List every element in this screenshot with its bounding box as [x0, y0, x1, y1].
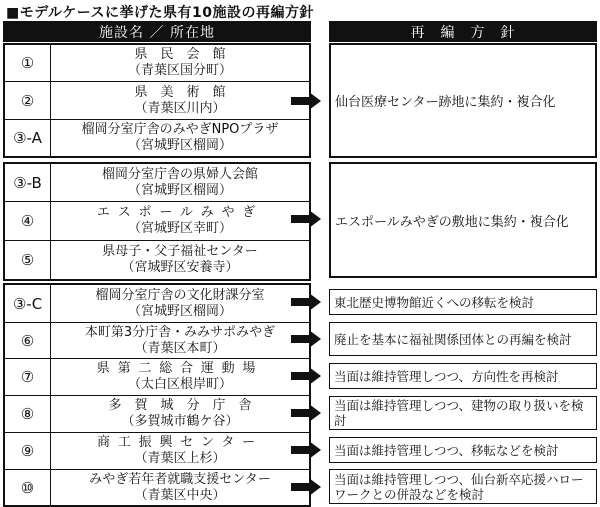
facility-number: ③-A [5, 120, 51, 156]
facility-number: ② [5, 82, 51, 119]
policy-box [329, 363, 597, 389]
facility-group-2 [3, 162, 311, 281]
policy-text: 東北歴史博物館近くへの移転を検討 [334, 294, 535, 310]
policy-box [329, 396, 597, 430]
facility-column-header: 施設名 ／ 所在地 [3, 21, 311, 42]
facility-number: ⑥ [5, 323, 51, 358]
policy-text: エスポールみやぎの敷地に集約・複合化 [335, 214, 569, 230]
facility-name: 本町第3分庁舎・みみサポみやぎ [84, 324, 276, 340]
policy-text: 廃止を基本に福祉関係団体との再編を検討 [334, 331, 572, 347]
right-arrow-icon [291, 441, 321, 459]
policy-text: 当面は維持管理しつつ、建物の取り扱いを検討 [334, 398, 584, 428]
table-row [5, 432, 309, 469]
facility-group-1 [3, 43, 311, 158]
right-arrow-icon [291, 367, 321, 385]
facility-cell [51, 396, 309, 432]
facility-location: （太白区根岸町） [127, 377, 232, 392]
facility-number: ⑨ [5, 433, 51, 469]
facility-cell [51, 285, 309, 322]
facility-number: ⑧ [5, 396, 51, 432]
facility-name: 榴岡分室庁舎の文化財課分室 [95, 287, 265, 303]
facility-name: 県 民 会 館 [134, 47, 226, 62]
policy-box [329, 322, 597, 356]
policy-text: 当面は維持管理しつつ、移転などを検討 [334, 442, 559, 458]
facility-location: （青葉区国分町） [127, 63, 232, 78]
facility-location: （青葉区中央） [134, 487, 226, 503]
table-row [5, 45, 309, 81]
table-row [5, 285, 309, 322]
table-row [5, 164, 309, 201]
facility-cell [51, 433, 309, 469]
facility-cell [51, 470, 309, 505]
facility-name: 県第二総合運動場 [96, 361, 264, 376]
facility-number: ④ [5, 202, 51, 240]
table-row [5, 322, 309, 358]
policy-text: 当面は維持管理しつつ、方向性を再検討 [334, 368, 559, 384]
facility-number: ③-B [5, 164, 51, 201]
policy-box [329, 437, 597, 463]
facility-location: （多賀城市鶴ケ谷） [121, 414, 239, 429]
facility-location: （青葉区上杉） [134, 451, 226, 466]
facility-group-3 [3, 283, 311, 507]
facility-location: （宮城野区榴岡） [127, 182, 232, 198]
facility-cell [51, 202, 309, 240]
table-row [5, 358, 309, 395]
facility-cell [51, 323, 309, 358]
facility-name: 榴岡分室庁舎のみやぎNPOプラザ [81, 122, 279, 137]
facility-location: （青葉区本町） [134, 340, 226, 356]
facility-cell [51, 120, 309, 156]
table-row [5, 240, 309, 279]
right-arrow-icon [291, 92, 321, 110]
facility-location: （宮城野区安養寺） [121, 260, 239, 275]
right-arrow-icon [291, 293, 321, 311]
facility-number: ③-C [5, 285, 51, 322]
table-row [5, 201, 309, 240]
right-arrow-icon [291, 404, 321, 422]
facility-cell [51, 241, 309, 279]
table-row [5, 469, 309, 505]
facility-location: （青葉区川内） [134, 100, 226, 116]
right-arrow-icon [291, 210, 321, 228]
facility-name: 多 賀 城 分 庁 舎 [108, 398, 252, 413]
facility-name: 県 美 術 館 [134, 84, 226, 100]
facility-cell [51, 164, 309, 201]
policy-group-1 [329, 43, 597, 158]
facility-name: 県母子・父子福祉センター [102, 244, 258, 259]
right-arrow-icon [291, 330, 321, 348]
table-row [5, 119, 309, 156]
table-row [5, 395, 309, 432]
policy-text: 仙台医療センター跡地に集約・複合化 [335, 95, 556, 110]
facility-location: （宮城野区榴岡） [127, 138, 232, 153]
policy-box [329, 289, 597, 315]
policy-box [329, 469, 597, 504]
facility-number: ⑩ [5, 470, 51, 505]
page-title: ■モデルケースに挙げた県有10施設の再編方針 [6, 5, 315, 21]
facility-cell [51, 82, 309, 119]
policy-group-2 [329, 162, 597, 278]
facility-name: 商工振興センター [97, 435, 263, 450]
facility-number: ⑤ [5, 241, 51, 279]
facility-name: 榴岡分室庁舎の県婦人会館 [101, 166, 258, 182]
facility-number: ① [5, 45, 51, 81]
table-row [5, 81, 309, 119]
facility-location: （宮城野区幸町） [127, 221, 232, 236]
facility-name: みやぎ若年者就職支援センター [89, 471, 271, 487]
facility-name: エスポールみやぎ [96, 205, 264, 220]
policy-text: 当面は維持管理しつつ、仙台新卒応援ハローワークとの併設などを検討 [334, 471, 584, 502]
facility-number: ⑦ [5, 359, 51, 395]
policy-column-header: 再 編 方 針 [329, 21, 597, 42]
facility-cell [51, 359, 309, 395]
facility-cell [51, 45, 309, 81]
right-arrow-icon [291, 478, 321, 496]
facility-location: （宮城野区榴岡） [127, 303, 232, 319]
